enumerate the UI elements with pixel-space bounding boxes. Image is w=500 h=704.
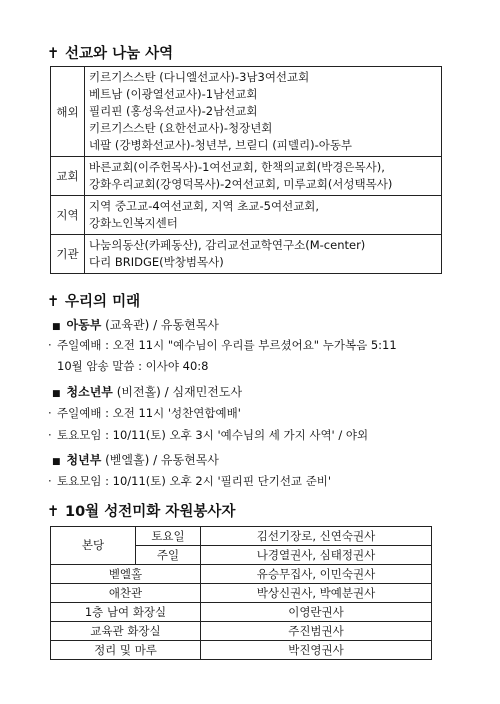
youth-worship: · 주일예배 : 오전 11시 '성찬연합예배' xyxy=(48,406,241,420)
table-row xyxy=(51,235,442,274)
table-row xyxy=(51,584,432,603)
mission-line: 바른교회(이주헌목사)-1여선교회, 한책의교회(박경은목사), xyxy=(89,160,385,174)
mission-lines xyxy=(85,196,442,235)
table-row xyxy=(51,67,442,157)
volunteer-names: 이영란권사 xyxy=(201,603,432,622)
table-row xyxy=(51,641,432,660)
volunteer-names: 박상신권사, 박예분권사 xyxy=(201,584,432,603)
cross-icon: ✝ xyxy=(47,504,60,520)
table-row xyxy=(51,622,432,641)
children-worship: · 주일예배 : 오전 11시 "예수님이 우리를 부르셨어요" 누가복음 5:11 xyxy=(48,338,397,352)
mission-line: 나눔의동산(카페동산), 감리교선교학연구소(M-center) xyxy=(89,238,366,252)
mission-category: 기관 xyxy=(51,235,85,274)
main-hall-label: 본당 xyxy=(51,527,136,565)
mission-line: 베트남 (이광열선교사)-1남선교회 xyxy=(89,87,258,101)
cross-icon: ✝ xyxy=(47,46,60,62)
square-bullet-icon: ■ xyxy=(52,457,61,467)
sunday-names: 나경열권사, 심태정권사 xyxy=(201,546,432,565)
youth-dept-heading: ■ 청소년부 (비전홀) / 심재민전도사 xyxy=(52,385,243,399)
dot-bullet-icon: · xyxy=(48,338,52,352)
mission-line: 키르기스스탄 (요한선교사)-청장년회 xyxy=(89,121,273,135)
mission-category: 지역 xyxy=(51,196,85,235)
square-bullet-icon: ■ xyxy=(52,322,61,332)
dot-bullet-icon: · xyxy=(48,428,52,442)
mission-line: 필리핀 (홍성욱선교사)-2남선교회 xyxy=(89,104,258,118)
place-label: 1층 남여 화장실 xyxy=(51,603,201,622)
square-bullet-icon: ■ xyxy=(52,389,61,399)
place-label: 벧엘홀 xyxy=(51,565,201,584)
cross-icon: ✝ xyxy=(47,294,60,310)
mission-section-title: ✝ 선교와 나눔 사역 xyxy=(47,46,174,62)
saturday-label: 토요일 xyxy=(136,527,201,546)
mission-line: 네팔 (강병화선교사)-청년부, 브릳디 (피델리)-아동부 xyxy=(89,138,353,152)
mission-line: 지역 중고교-4여선교회, 지역 초교-5여선교회, xyxy=(89,199,320,213)
volunteer-names: 박진영권사 xyxy=(201,641,432,660)
mission-lines xyxy=(85,157,442,196)
mission-line: 키르기스스탄 (다니엘선교사)-3남3여선교회 xyxy=(89,70,310,84)
children-verse: 10월 암송 말씀 : 이사야 40:8 xyxy=(57,359,209,373)
table-row xyxy=(51,603,432,622)
volunteers-section-title: ✝ 10월 성전미화 자원봉사자 xyxy=(47,504,236,520)
young-adults-meeting: · 토요모임 : 10/11(토) 오후 2시 '필리핀 단기선교 준비' xyxy=(48,474,332,488)
mission-lines xyxy=(85,235,442,274)
place-label: 교육관 화장실 xyxy=(51,622,201,641)
children-dept-heading: ■ 아동부 (교육관) / 유동현목사 xyxy=(52,318,219,332)
table-row xyxy=(51,565,432,584)
sunday-label: 주일 xyxy=(136,546,201,565)
place-label: 애찬관 xyxy=(51,584,201,603)
mission-category: 해외 xyxy=(51,67,85,157)
youth-meeting: · 토요모임 : 10/11(토) 오후 3시 '예수님의 세 가지 사역' / 야외 xyxy=(48,428,369,442)
mission-table xyxy=(50,66,442,274)
mission-line: 다리 BRIDGE(박창범목사) xyxy=(89,255,224,269)
table-row xyxy=(51,527,432,546)
future-section-title: ✝ 우리의 미래 xyxy=(47,294,141,310)
volunteer-names: 주진범권사 xyxy=(201,622,432,641)
dot-bullet-icon: · xyxy=(48,474,52,488)
young-adults-dept-heading: ■ 청년부 (벧엘홀) / 유동현목사 xyxy=(52,453,219,467)
table-row xyxy=(51,196,442,235)
mission-line: 강화노인복지센터 xyxy=(89,216,178,230)
dot-bullet-icon: · xyxy=(48,406,52,420)
mission-lines xyxy=(85,67,442,157)
volunteers-table xyxy=(50,526,432,660)
saturday-names: 김선기장로, 신연숙권사 xyxy=(201,527,432,546)
mission-line: 강화우리교회(강영덕목사)-2여선교회, 미루교회(서성택목사) xyxy=(89,177,393,191)
volunteer-names: 유승무집사, 이민숙권사 xyxy=(201,565,432,584)
place-label: 정리 및 마루 xyxy=(51,641,201,660)
table-row xyxy=(51,157,442,196)
mission-category: 교회 xyxy=(51,157,85,196)
